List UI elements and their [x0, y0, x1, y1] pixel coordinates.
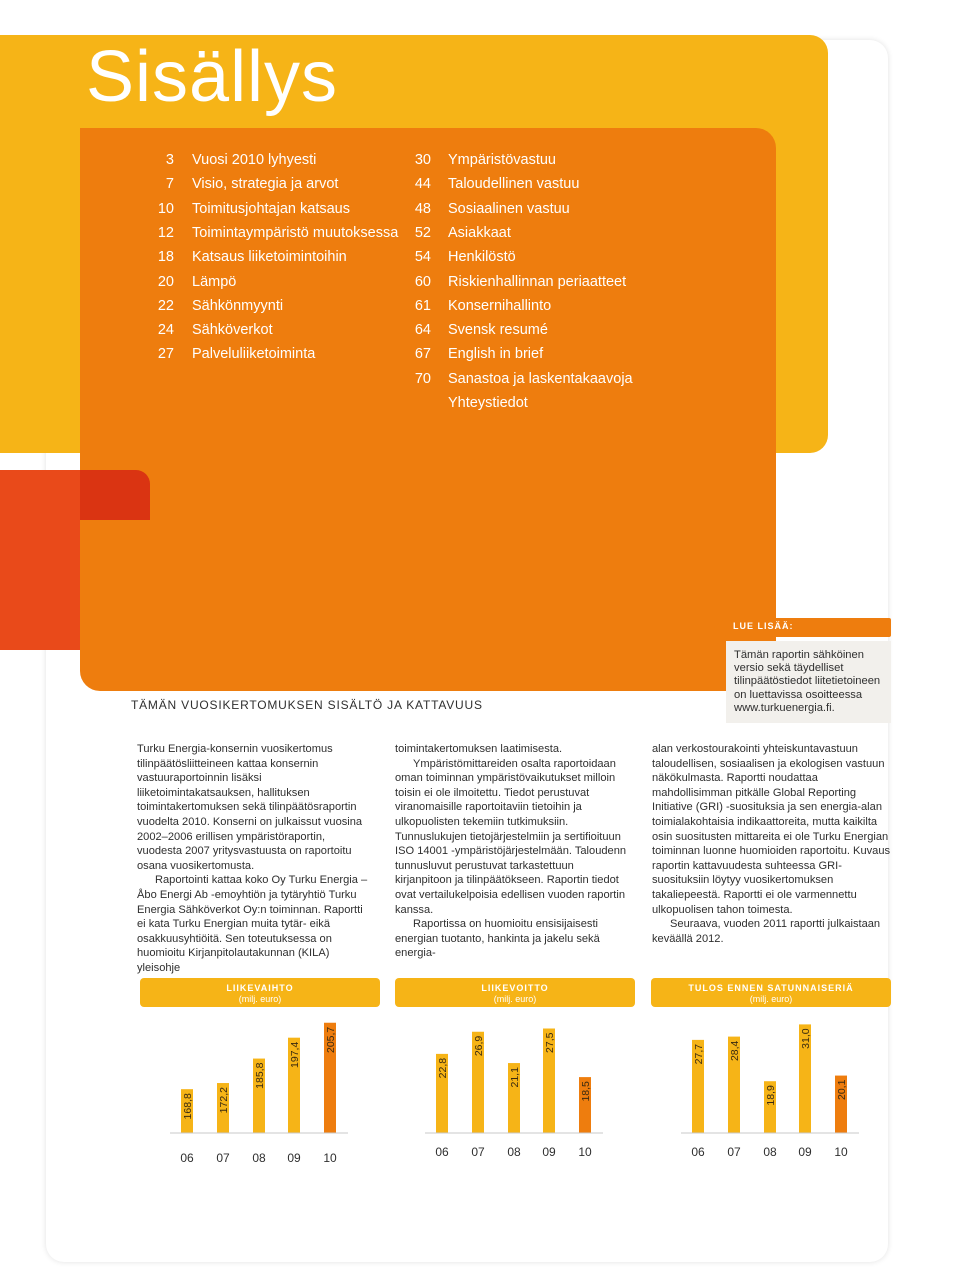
- chart-title: TULOS ENNEN SATUNNAISERIÄ: [688, 983, 854, 993]
- toc-label: Asiakkaat: [448, 224, 511, 241]
- chart-value-label: 18,5: [580, 1081, 592, 1102]
- toc-page-number: 3: [165, 152, 174, 168]
- body-paragraph: toimintakertomuksen laatimisesta.: [395, 743, 563, 755]
- toc-label: Taloudellinen vastuu: [448, 176, 580, 193]
- section-heading: TÄMÄN VUOSIKERTOMUKSEN SISÄLTÖ JA KATTAVUUS: [131, 698, 483, 712]
- toc-label: Lämpö: [192, 273, 237, 290]
- toc-page-number: 30: [414, 152, 431, 168]
- chart-plot: [140, 978, 380, 1170]
- chart-title: LIIKEVAIHTO: [226, 983, 294, 993]
- chart-unit: (milj. euro): [238, 994, 282, 1004]
- toc-page-number: 7: [165, 176, 174, 193]
- red-overlap-block: [80, 470, 150, 520]
- toc-label: Sähköverkot: [192, 322, 273, 339]
- chart-category-label: 08: [252, 1151, 266, 1165]
- chart-title: LIIKEVOITTO: [481, 983, 549, 993]
- chart-category-label: 07: [727, 1145, 741, 1159]
- toc-page-number: 24: [157, 322, 174, 339]
- chart-liikevaihto: [140, 978, 380, 1170]
- toc-page-number: 10: [157, 200, 174, 217]
- toc-label: Visio, strategia ja arvot: [192, 176, 339, 193]
- toc-label: Henkilöstö: [448, 249, 516, 266]
- body-paragraph: Raportissa on huomioitu ensisijaisesti energian tuotanto, hankinta ja jakelu sekä energia-: [395, 918, 600, 960]
- read-more-label: LUE LISÄÄ:: [733, 621, 794, 631]
- toc-page-number: 70: [414, 370, 431, 387]
- chart-unit: (milj. euro): [493, 994, 537, 1004]
- toc-page-number: 54: [414, 249, 431, 266]
- body-paragraph: alan verkostourakointi yhteiskuntavastuun taloudellisen, sosiaalisen ja ekologisen vastuun näkökulmasta. Raportti noudattaa mahdollisimman pitkälle Global Reporting Initiative (GRI) -suosituksia ja sen energia-alan toimialakohtaisia indikaattoreita, mutta kaikilta osin suositusten mittareita ei ole Turku Energian toiminnan luonne huomioiden raportoitu. Kuvaus raportin kattavuudesta suhteessa GRI-suosituksiin löytyy vuosikertomuksen takaliepeestä. Raportti ei ole varmennettu ulkopuolisen tahon toimesta.: [652, 743, 891, 916]
- chart-value-label: 27,5: [544, 1032, 556, 1053]
- toc-label: Svensk resumé: [448, 322, 548, 339]
- body-paragraph: Seuraava, vuoden 2011 raportti julkaistaan keväällä 2012.: [652, 918, 881, 945]
- body-paragraph: Raportointi kattaa koko Oy Turku Energia – Åbo Energi Ab -emoyhtiön ja tytäryhtiö Turku Energia Sähköverkot Oy:n toiminnan. Raportti ei kata Turku Energian muita tytär- eikä osakkuusyhtiöitä. Sen toteutuksessa on huomioitu Kirjanpitolautakunnan (KILA) yleisohje: [137, 874, 368, 974]
- body-paragraph: Turku Energia-konsernin vuosikertomus tilinpäätösliitteineen kattaa konsernin vastuuraportoinnin lisäksi liiketoimintakatsauksen, hallituksen toimintakertomuksen sekä tilinpäätösraportin vuodelta 2010. Konserni on julkaissut vuosina 2002–2006 erillisen ympäristöraportin, vuodesta 2007 yritysvastuusta on raportoitu osana vuosikertomusta.: [137, 743, 363, 872]
- chart-value-label: 20,1: [836, 1079, 848, 1101]
- chart-value-label: 22,8: [437, 1057, 449, 1079]
- chart-plot: [395, 978, 635, 1170]
- toc-page-number: 48: [414, 200, 431, 217]
- chart-category-label: 06: [691, 1145, 705, 1159]
- chart-category-label: 09: [798, 1145, 812, 1159]
- chart-value-label: 172,2: [218, 1087, 230, 1114]
- chart-value-label: 185,8: [254, 1062, 266, 1089]
- toc-page-number: 12: [157, 224, 174, 241]
- toc-label: Katsaus liiketoimintoihin: [192, 249, 347, 266]
- toc-page-number: 44: [414, 176, 431, 193]
- chart-plot: [651, 978, 891, 1170]
- chart-value-label: 168,8: [182, 1093, 194, 1120]
- body-column-1: [137, 742, 369, 976]
- toc-page-number: 18: [157, 249, 174, 266]
- toc-page-number: 22: [157, 297, 174, 314]
- chart-value-label: 28,4: [729, 1040, 741, 1062]
- body-paragraph: Ympäristömittareiden osalta raportoidaan oman toiminnan ympäristövaikutukset milloin toisin ei ole ilmoitettu. Tiedot perustuvat viranomaisille raportoitaviin tietoihin ja ulkopuolisten tekemiin tutkimuksiin. Tunnuslukujen tietojärjestelmiin ja sertifioituun ISO 14001 -ympäristöjärjestelmään. Taloudenn tunnusluvut perustuvat tarkastettuun kirjanpitoon ja tilinpäätökseen. Raportin tiedot ovat vertailukelpoisia edellisen vuoden raportin kanssa.: [395, 757, 627, 916]
- toc-page-number: 20: [157, 273, 174, 290]
- toc-label: Toimitusjohtajan katsaus: [192, 200, 350, 217]
- toc-page-number: 61: [414, 297, 431, 314]
- chart-category-label: 06: [180, 1151, 194, 1165]
- chart-category-label: 07: [216, 1151, 230, 1165]
- chart-category-label: 09: [287, 1151, 301, 1165]
- chart-value-label: 205,7: [325, 1026, 337, 1054]
- toc-label: Riskienhallinnan periaatteet: [448, 273, 627, 290]
- toc-label: Konsernihallinto: [448, 297, 552, 314]
- chart-value-label: 18,9: [765, 1085, 777, 1106]
- toc-page-number: 60: [414, 273, 431, 290]
- chart-value-label: 21,1: [509, 1067, 521, 1088]
- chart-value-label: 31,0: [800, 1028, 812, 1049]
- toc-label: Sosiaalinen vastuu: [448, 200, 570, 217]
- toc-page-number: 27: [157, 346, 174, 363]
- chart-liikevoitto: [395, 978, 635, 1170]
- chart-value-label: 197,4: [289, 1041, 301, 1068]
- toc-label: Yhteystiedot: [448, 395, 528, 411]
- toc-label: Toimintaympäristö muutoksessa: [192, 224, 399, 241]
- chart-category-label: 06: [435, 1145, 449, 1159]
- read-more-arrow-icon: [714, 618, 726, 636]
- chart-category-label: 10: [578, 1145, 592, 1159]
- toc-page-number: 67: [414, 346, 431, 363]
- toc-page-number: 52: [414, 224, 431, 241]
- toc-label: Sähkönmyynti: [192, 297, 284, 314]
- chart-category-label: 10: [323, 1151, 337, 1165]
- chart-unit: (milj. euro): [749, 994, 793, 1004]
- chart-category-label: 10: [834, 1145, 848, 1159]
- chart-value-label: 27,7: [693, 1043, 705, 1065]
- chart-category-label: 09: [542, 1145, 556, 1159]
- toc-label: Sanastoa ja laskentakaavoja: [448, 370, 633, 387]
- chart-value-label: 26,9: [473, 1035, 485, 1057]
- chart-category-label: 08: [507, 1145, 521, 1159]
- read-more-text: Tämän raportin sähköinen versio sekä täydelliset tilinpäätöstiedot liitetietoineen on luettavissa osoitteessa www.turkuenergia.fi.: [734, 649, 881, 714]
- page-title: Sisällys: [86, 37, 339, 117]
- body-column-2: [395, 742, 631, 961]
- toc-label: English in brief: [448, 346, 544, 363]
- chart-category-label: 07: [471, 1145, 485, 1159]
- body-column-3: [652, 742, 892, 946]
- toc-page-number: 64: [414, 322, 431, 339]
- chart-tulos: [651, 978, 891, 1170]
- chart-category-label: 08: [763, 1145, 777, 1159]
- toc-label: Palveluliiketoiminta: [192, 346, 316, 363]
- toc-label: Ympäristövastuu: [448, 152, 556, 168]
- toc-label: Vuosi 2010 lyhyesti: [192, 152, 317, 168]
